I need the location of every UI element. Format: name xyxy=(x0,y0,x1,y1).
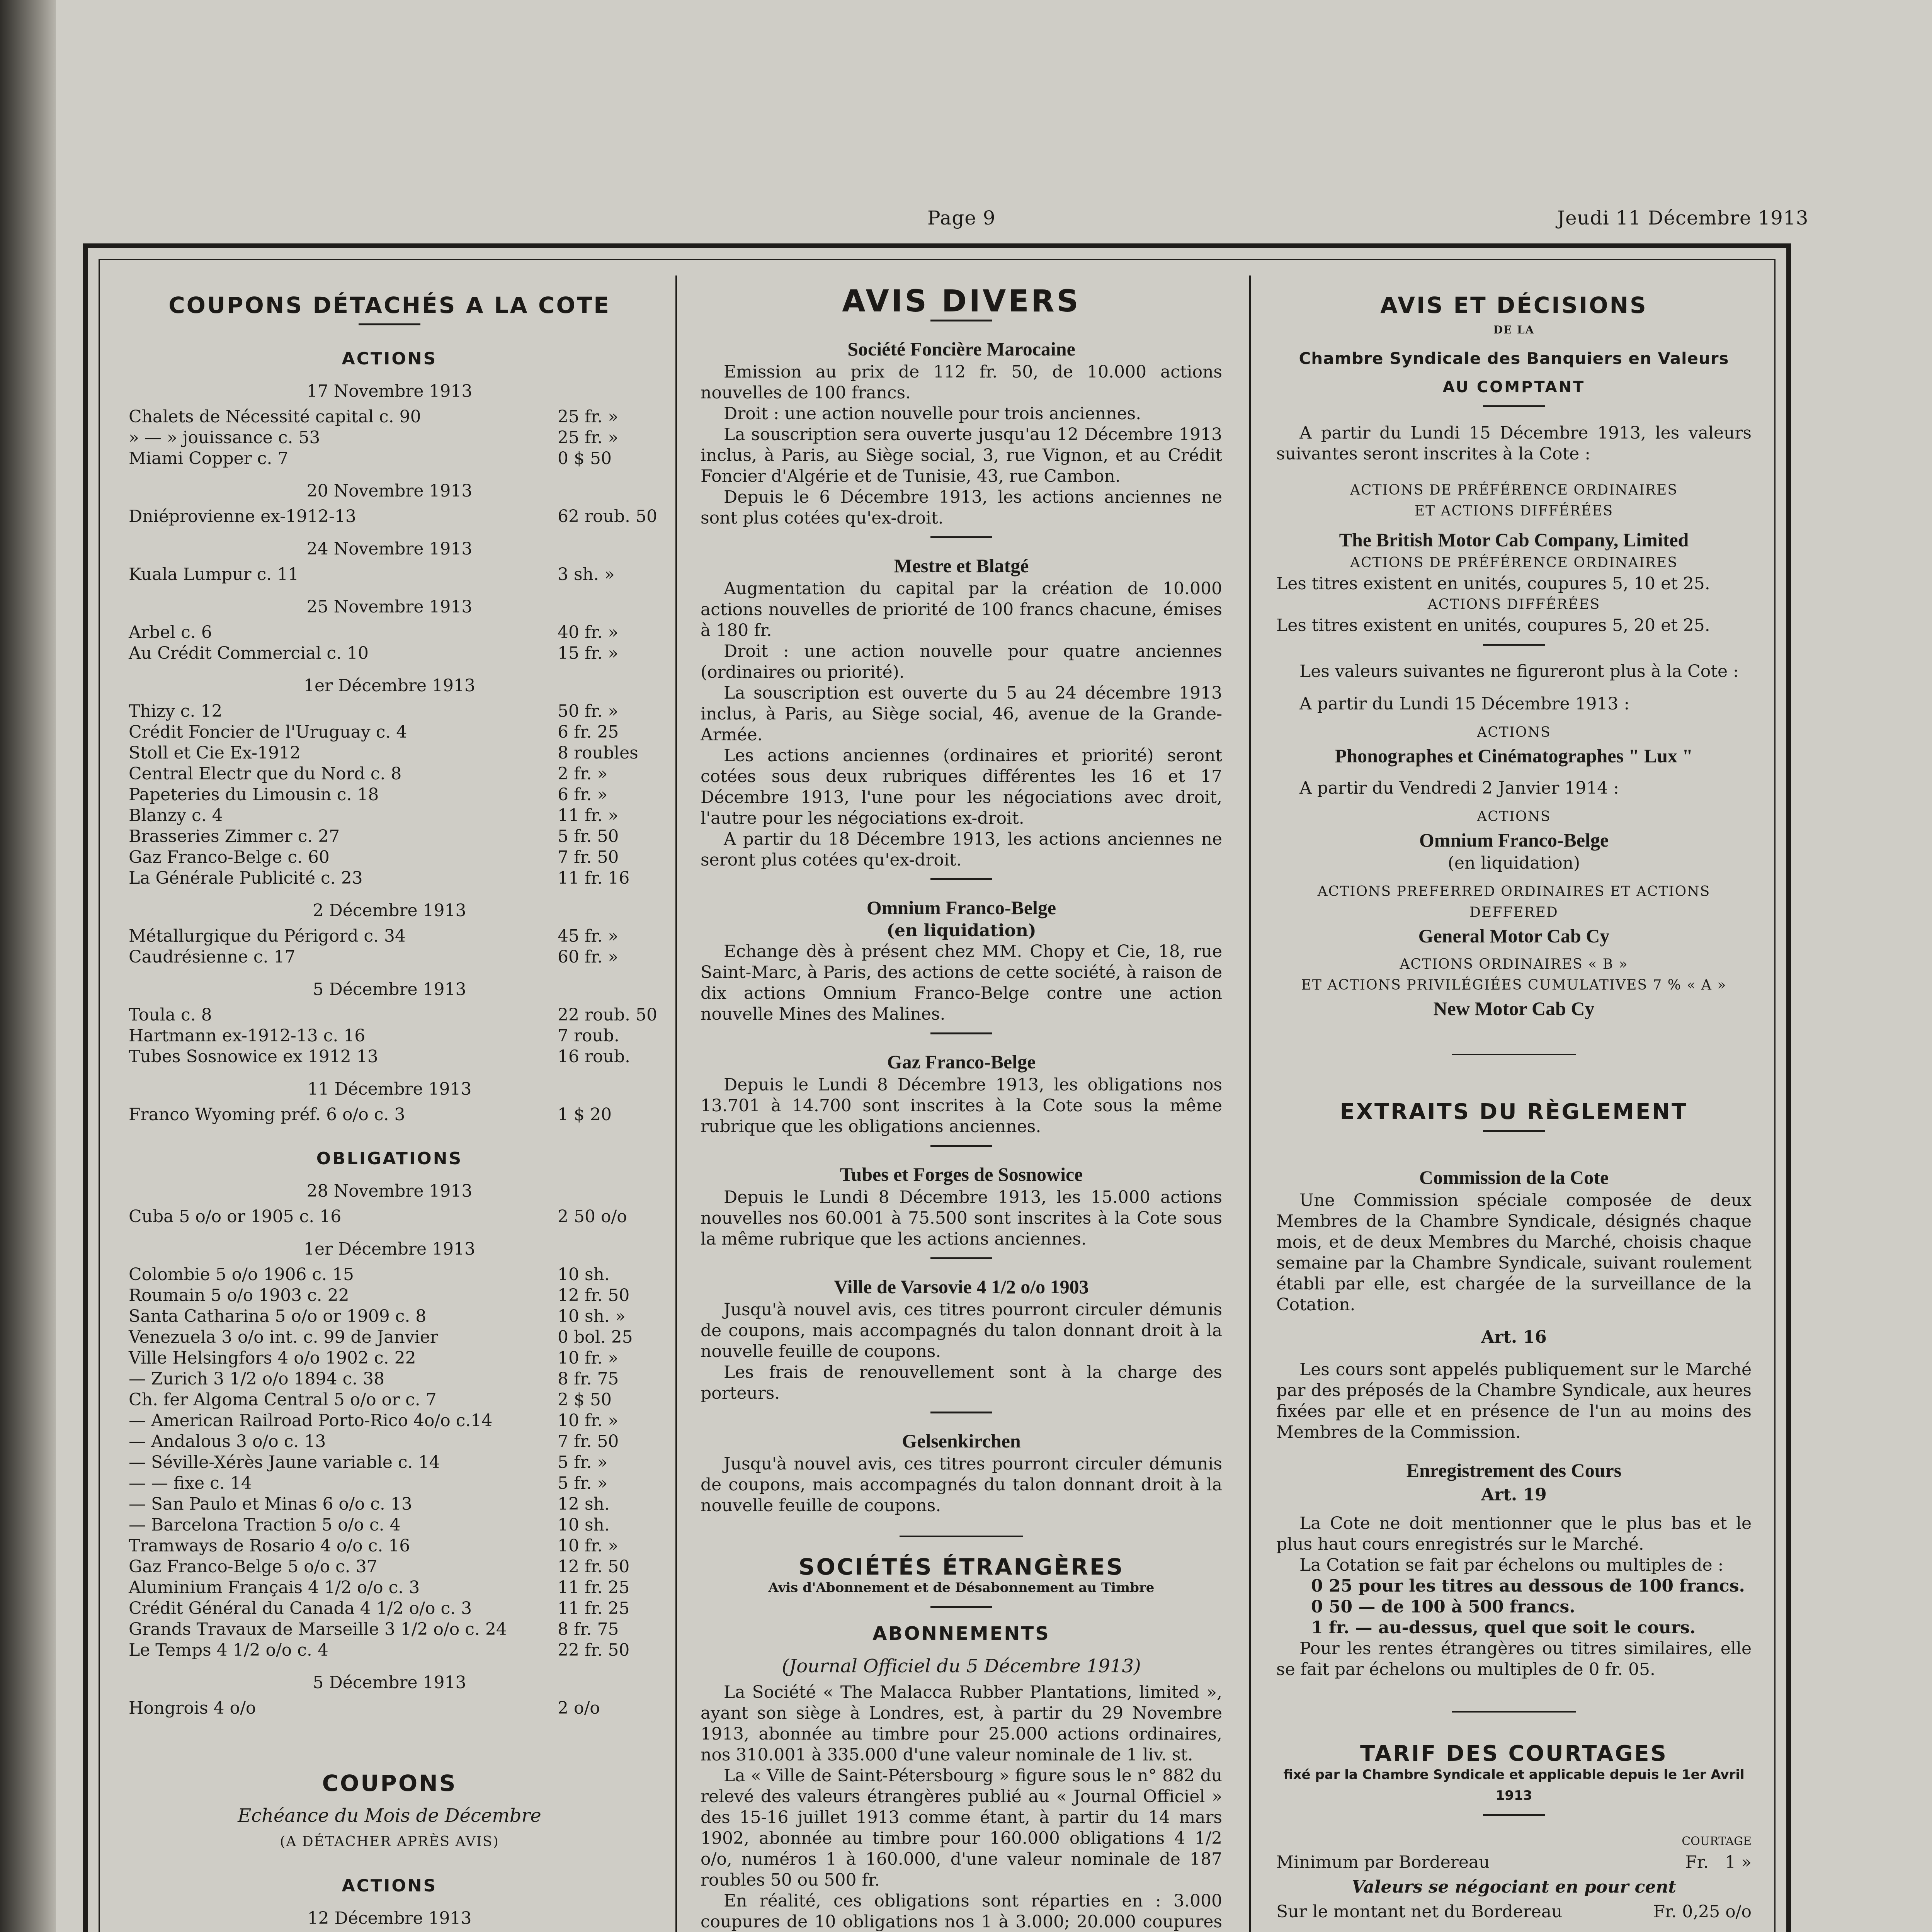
paragraph: Les cours sont appelés publiquement sur le Marché par des préposés de la Chambre Syndicale, aux heures fixées par elle et en présence de l'un au moins des Membres de la Commission. xyxy=(1276,1360,1752,1442)
paragraph: Une Commission spéciale composée de deux Membres de la Chambre Syndicale, désignés chaque mois, et de deux Membres du Marché, choisis chaque semaine par la Chambre Syndicale, suivant roulement établi par elle, est chargée de la surveillance de la Cotation. xyxy=(1276,1190,1752,1315)
coupon-list xyxy=(129,406,650,469)
notice-title: Société Foncière Marocaine xyxy=(847,338,1075,360)
coupon-label: — American Railroad Porto-Rico 4o/o c.14 xyxy=(129,1411,493,1430)
coupon-row xyxy=(129,427,650,448)
date-heading: 25 Novembre 1913 xyxy=(306,597,473,617)
coupon-label: Toula c. 8 xyxy=(129,1005,212,1025)
coupon-amount: 15 fr. » xyxy=(558,643,619,663)
coupon-amount: 3 sh. » xyxy=(558,565,615,584)
notice-body xyxy=(701,1075,1222,1137)
coupon-label: — Barcelona Traction 5 o/o c. 4 xyxy=(129,1515,401,1535)
coupons-column xyxy=(129,276,657,1932)
societes-etrangeres-title: SOCIÉTÉS ÉTRANGÈRES xyxy=(798,1554,1124,1580)
category-label: ET ACTIONS PRIVILÉGIÉES CUMULATIVES 7 % « A » xyxy=(1301,977,1727,993)
paragraph: La « Ville de Saint-Pétersbourg » figure sous le n° 882 du relevé des valeurs étrangères publié au « Journal Officiel » des 15-16 juillet 1913 comme étant, à partir du 14 mars 1902, abonnée au timbre pour 160.000 obligations 4 1/2 o/o, numéros 1 à 160.000, d'une valeur nominale de 187 roubles 50 ou 500 fr. xyxy=(701,1766,1222,1890)
paragraph: Depuis le 6 Décembre 1913, les actions anciennes ne sont plus cotées qu'ex-droit. xyxy=(701,487,1222,528)
date-heading: 12 Décembre 1913 xyxy=(307,1908,472,1928)
paragraph: Droit : une action nouvelle pour trois anciennes. xyxy=(724,404,1141,423)
coupon-row xyxy=(129,1005,657,1026)
coupon-label: Central Electr que du Nord c. 8 xyxy=(129,764,402,784)
coupon-amount: 22 fr. 50 xyxy=(558,1640,630,1660)
paragraph: La Société « The Malacca Rubber Plantations, limited », ayant son siège à Londres, est, à partir du 29 Novembre 1913, abonnée au timbre pour 25.000 actions ordinaires, nos 310.001 à 335.000 d'une valeur nominale de 1 liv. st. xyxy=(701,1682,1222,1765)
journal-reference: (Journal Officiel du 5 Décembre 1913) xyxy=(782,1655,1141,1677)
coupon-amount: 1 $ 20 xyxy=(558,1105,612,1124)
coupon-label: — Andalous 3 o/o c. 13 xyxy=(129,1432,326,1451)
coupon-list xyxy=(129,1005,657,1067)
paragraph: Les actions anciennes (ordinaires et priorité) seront cotées sous deux rubriques différentes les 16 et 17 Décembre 1913, l'une pour les négociations avec droit, l'autre pour les négociations ex-droit. xyxy=(701,746,1222,828)
tarif-subheading: Valeurs se négociant en pour cent xyxy=(1352,1877,1676,1897)
coupon-amount: 40 fr. » xyxy=(558,622,619,642)
coupon-label: Miami Copper c. 7 xyxy=(129,449,289,468)
coupon-amount: 2 o/o xyxy=(558,1698,600,1718)
coupon-row xyxy=(129,1389,650,1410)
coupon-list xyxy=(129,701,650,889)
category-label: ACTIONS DE PRÉFÉRENCE ORDINAIRES xyxy=(1350,555,1678,571)
coupon-row xyxy=(129,764,650,784)
content-frame xyxy=(83,243,1791,1932)
coupon-row xyxy=(129,1046,650,1067)
coupon-row xyxy=(129,643,650,664)
coupon-row xyxy=(129,448,650,469)
company-name: General Motor Cab Cy xyxy=(1418,925,1610,947)
coupon-label: Au Crédit Commercial c. 10 xyxy=(129,643,369,663)
coupon-row xyxy=(129,1536,650,1556)
date-heading: 1er Décembre 1913 xyxy=(304,1239,475,1259)
paragraph: Les titres existent en unités, coupures 5, 20 et 25. xyxy=(1276,616,1710,635)
chambre-syndicale-heading: Chambre Syndicale des Banquiers en Valeurs xyxy=(1299,349,1729,368)
echelon-item: 0 50 — de 100 à 500 francs. xyxy=(1311,1597,1575,1617)
coupon-row xyxy=(129,1348,650,1369)
extraits-reglement-title: EXTRAITS DU RÈGLEMENT xyxy=(1340,1099,1688,1124)
courtage-column-head: COURTAGE xyxy=(1682,1835,1752,1848)
coupon-row xyxy=(129,1619,650,1640)
date-heading: 20 Novembre 1913 xyxy=(306,481,473,501)
coupon-label: Kuala Lumpur c. 11 xyxy=(129,565,299,584)
coupon-amount: 50 fr. » xyxy=(558,701,619,721)
coupon-amount: 62 roub. 50 xyxy=(558,507,657,526)
notice-title: Gaz Franco-Belge xyxy=(887,1051,1036,1073)
company-name: Phonographes et Cinématographes " Lux " xyxy=(1335,745,1693,767)
coupon-label: Aluminium Français 4 1/2 o/o c. 3 xyxy=(129,1578,420,1597)
coupon-list xyxy=(129,622,650,664)
actions-heading: ACTIONS xyxy=(342,1876,437,1896)
coupon-row xyxy=(129,506,657,527)
coupon-label: — Zurich 3 1/2 o/o 1894 c. 38 xyxy=(129,1369,385,1389)
date-heading: 11 Décembre 1913 xyxy=(307,1079,472,1099)
coupon-amount: 45 fr. » xyxy=(558,926,619,946)
coupon-list xyxy=(129,506,657,527)
coupon-row xyxy=(129,1206,650,1227)
coupons-title: COUPONS xyxy=(322,1770,457,1796)
paragraph: Les valeurs suivantes ne figureront plus à la Cote : xyxy=(1299,662,1739,681)
coupon-label: Crédit Général du Canada 4 1/2 o/o c. 3 xyxy=(129,1599,472,1618)
paragraph: Depuis le Lundi 8 Décembre 1913, les 15.000 actions nouvelles nos 60.001 à 75.500 sont inscrites à la Cote sous la même rubrique que les actions anciennes. xyxy=(701,1187,1222,1249)
coupon-row xyxy=(129,1026,650,1046)
paragraph: A partir du Lundi 15 Décembre 1913, les valeurs suivantes seront inscrites à la Cote : xyxy=(1276,423,1752,464)
coupon-amount: 2 fr. » xyxy=(558,764,608,784)
coupon-label: » — » jouissance c. 53 xyxy=(129,428,320,447)
category-label: ACTIONS ORDINAIRES « B » xyxy=(1400,956,1628,972)
notice-body xyxy=(701,1187,1222,1250)
coupon-label: Caudrésienne c. 17 xyxy=(129,947,296,967)
coupons-subtitle: Echéance du Mois de Décembre xyxy=(238,1805,541,1827)
coupon-list xyxy=(129,1104,650,1125)
coupon-label: Santa Catharina 5 o/o or 1909 c. 8 xyxy=(129,1306,427,1326)
coupon-label: Crédit Foncier de l'Uruguay c. 4 xyxy=(129,722,407,742)
coupon-label: Chalets de Nécessité capital c. 90 xyxy=(129,407,421,427)
coupon-row xyxy=(129,926,650,947)
rule-heading: Enregistrement des Cours xyxy=(1406,1459,1622,1481)
category-label: ACTIONS DE PRÉFÉRENCE ORDINAIRES xyxy=(1350,482,1678,498)
binding-gutter xyxy=(0,0,56,1932)
coupon-amount: 2 50 o/o xyxy=(558,1207,627,1226)
coupon-row xyxy=(129,1640,650,1661)
coupon-amount: 7 fr. 50 xyxy=(558,847,619,867)
avis-divers-title: AVIS DIVERS xyxy=(842,284,1081,319)
societes-etrangeres-subtitle: Avis d'Abonnement et de Désabonnement au Timbre xyxy=(768,1580,1155,1595)
coupon-amount: 7 roub. xyxy=(558,1026,619,1046)
coupon-label: Blanzy c. 4 xyxy=(129,806,223,825)
coupon-amount: 7 fr. 50 xyxy=(558,1432,619,1451)
coupon-row xyxy=(129,1452,650,1473)
tarif-row: Sur le montant net du Bordereau Fr. 0,25 o/o xyxy=(1276,1902,1752,1922)
coupon-row xyxy=(129,1285,650,1306)
coupon-amount: 10 sh. » xyxy=(558,1306,626,1326)
paragraph: La Cotation se fait par échelons ou multiples de : xyxy=(1299,1555,1724,1575)
coupons-detaches-title: COUPONS DÉTACHÉS A LA COTE xyxy=(168,292,611,318)
notice-title: Mestre et Blatgé xyxy=(894,555,1029,577)
coupon-row xyxy=(129,1410,650,1431)
coupon-amount: 12 sh. xyxy=(558,1494,610,1514)
coupon-amount: 11 fr. 25 xyxy=(558,1599,630,1618)
notice-body xyxy=(701,941,1222,1025)
tarif-row: Minimum par Bordereau Fr. 1 » xyxy=(1276,1852,1752,1872)
notice-body xyxy=(701,1299,1222,1404)
coupon-label: Papeteries du Limousin c. 18 xyxy=(129,785,379,804)
coupon-amount: 25 fr. » xyxy=(558,428,619,447)
coupon-amount: 6 fr. 25 xyxy=(558,722,619,742)
coupon-amount: 2 $ 50 xyxy=(558,1390,612,1410)
paragraph: Echange dès à présent chez MM. Chopy et Cie, 18, rue Saint-Marc, à Paris, des actions de cette société, à raison de dix actions Omnium Franco-Belge contre une action nouvelle Mines des Malines. xyxy=(701,942,1222,1024)
paragraph: Emission au prix de 112 fr. 50, de 10.000 actions nouvelles de 100 francs. xyxy=(701,362,1222,403)
notice-title: Omnium Franco-Belge xyxy=(866,897,1056,918)
paragraph: En réalité, ces obligations sont réparties en : 3.000 coupures de 10 obligations nos 1 à 3.000; 20.000 coupures xyxy=(701,1891,1222,1932)
date-heading: 28 Novembre 1913 xyxy=(306,1181,473,1201)
abonnements-heading: ABONNEMENTS xyxy=(872,1623,1050,1645)
coupon-amount: 8 fr. 75 xyxy=(558,1369,619,1389)
coupon-amount: 12 fr. 50 xyxy=(558,1286,630,1305)
coupon-label: — — fixe c. 14 xyxy=(129,1473,252,1493)
paragraph: La souscription est ouverte du 5 au 24 décembre 1913 inclus, à Paris, au Siège social, 46, avenue de la Grande-Armée. xyxy=(701,683,1222,745)
coupon-label: — Séville-Xérès Jaune variable c. 14 xyxy=(129,1452,440,1472)
echelon-item: 1 fr. — au-dessus, quel que soit le cours. xyxy=(1311,1618,1696,1638)
date-heading: 17 Novembre 1913 xyxy=(306,381,473,401)
coupon-label: Brasseries Zimmer c. 27 xyxy=(129,827,340,846)
notice-body xyxy=(701,362,1222,529)
notice-title: Tubes et Forges de Sosnowice xyxy=(840,1163,1083,1185)
coupon-row xyxy=(129,784,650,805)
coupon-label: Franco Wyoming préf. 6 o/o c. 3 xyxy=(129,1105,405,1124)
liquidation-note: (en liquidation) xyxy=(1447,853,1580,873)
coupon-label: Ch. fer Algoma Central 5 o/o or c. 7 xyxy=(129,1390,437,1410)
coupon-row xyxy=(129,406,650,427)
coupon-label: Métallurgique du Périgord c. 34 xyxy=(129,926,406,946)
coupon-amount: 5 fr. » xyxy=(558,1452,608,1472)
coupon-amount: 10 sh. xyxy=(558,1515,610,1535)
coupon-label: Stoll et Cie Ex-1912 xyxy=(129,743,301,763)
category-label: ACTIONS xyxy=(1477,809,1551,825)
coupon-label: Hongrois 4 o/o xyxy=(129,1698,256,1718)
coupon-label: Hartmann ex-1912-13 c. 16 xyxy=(129,1026,366,1046)
au-comptant-heading: AU COMPTANT xyxy=(1442,378,1585,396)
obligations-heading: OBLIGATIONS xyxy=(316,1149,463,1168)
actions-heading: ACTIONS xyxy=(342,349,437,369)
paragraph: A partir du Vendredi 2 Janvier 1914 : xyxy=(1299,778,1619,798)
notice-body xyxy=(701,578,1222,871)
coupon-row xyxy=(129,1104,650,1125)
notice-title: Gelsenkirchen xyxy=(902,1430,1021,1452)
coupon-row xyxy=(129,868,650,889)
coupons-note: (A DÉTACHER APRÈS AVIS) xyxy=(280,1834,499,1850)
coupon-row xyxy=(129,947,650,968)
coupon-row xyxy=(129,701,650,722)
date-heading: 24 Novembre 1913 xyxy=(306,539,473,559)
coupon-list xyxy=(129,1698,650,1719)
coupon-label: Tramways de Rosario 4 o/o c. 16 xyxy=(129,1536,410,1556)
coupon-label: Arbel c. 6 xyxy=(129,622,212,642)
coupon-amount: 25 fr. » xyxy=(558,407,619,427)
coupon-label: Dniéprovienne ex-1912-13 xyxy=(129,507,356,526)
coupon-amount: 11 fr. » xyxy=(558,806,619,825)
paragraph: Pour les rentes étrangères ou titres similaires, elle se fait par échelons ou multiples de 0 fr. 05. xyxy=(1276,1639,1752,1679)
coupon-label: La Générale Publicité c. 23 xyxy=(129,868,363,888)
coupon-amount: 5 fr. » xyxy=(558,1473,608,1493)
coupon-amount: 12 fr. 50 xyxy=(558,1557,630,1577)
coupon-row xyxy=(129,1327,650,1348)
coupon-amount: 6 fr. » xyxy=(558,785,608,804)
coupon-amount: 22 roub. 50 xyxy=(558,1005,657,1025)
article-number: Art. 16 xyxy=(1481,1327,1547,1347)
coupon-amount: 8 fr. 75 xyxy=(558,1619,619,1639)
coupon-amount: 8 roubles xyxy=(558,743,638,763)
coupon-list xyxy=(129,1206,650,1227)
paragraph: La souscription sera ouverte jusqu'au 12 Décembre 1913 inclus, à Paris, au Siège social, 3, rue Vignon, et au Crédit Foncier d'Algérie et de Tunisie, 43, rue Cambon. xyxy=(701,425,1222,486)
avis-decisions-title: AVIS ET DÉCISIONS xyxy=(1380,292,1648,318)
paragraph: La Cote ne doit mentionner que le plus bas et le plus haut cours enregistrés sur le Marché. xyxy=(1276,1514,1752,1554)
coupon-label: Ville Helsingfors 4 o/o 1902 c. 22 xyxy=(129,1348,416,1368)
paragraph: Les titres existent en unités, coupures 5, 10 et 25. xyxy=(1276,574,1710,594)
echelon-item: 0 25 pour les titres au dessous de 100 francs. xyxy=(1311,1576,1745,1596)
coupon-row xyxy=(129,1369,650,1389)
coupon-label: Cuba 5 o/o or 1905 c. 16 xyxy=(129,1207,342,1226)
category-label: ACTIONS PREFERRED ORDINAIRES ET ACTIONS DEFFERED xyxy=(1317,884,1711,920)
coupon-list xyxy=(129,564,650,585)
paragraph: Augmentation du capital par la création de 10.000 actions nouvelles de priorité de 100 francs chacune, émises à 180 fr. xyxy=(701,579,1222,640)
page-number: Page 9 xyxy=(927,207,996,229)
coupon-row xyxy=(129,1494,650,1515)
coupon-label: Thizy c. 12 xyxy=(129,701,223,721)
coupon-label: — San Paulo et Minas 6 o/o c. 13 xyxy=(129,1494,412,1514)
coupon-label: Roumain 5 o/o 1903 c. 22 xyxy=(129,1286,349,1305)
coupon-label: Grands Travaux de Marseille 3 1/2 o/o c. 24 xyxy=(129,1619,507,1639)
coupon-list xyxy=(129,926,650,968)
date-heading: 5 Décembre 1913 xyxy=(313,1673,466,1692)
category-label: ET ACTIONS DIFFÉRÉES xyxy=(1414,503,1614,519)
coupon-label: Gaz Franco-Belge 5 o/o c. 37 xyxy=(129,1557,378,1577)
category-label: ACTIONS DIFFÉRÉES xyxy=(1427,597,1600,612)
date-heading: 2 Décembre 1913 xyxy=(313,901,466,920)
coupon-row xyxy=(129,826,650,847)
coupon-amount: 10 fr. » xyxy=(558,1348,619,1368)
coupon-amount: 10 sh. xyxy=(558,1265,610,1284)
paragraph: Les frais de renouvellement sont à la charge des porteurs. xyxy=(701,1362,1222,1403)
company-name: The British Motor Cab Company, Limited xyxy=(1339,529,1689,551)
coupon-amount: 10 fr. » xyxy=(558,1536,619,1556)
tarif-courtages-title: TARIF DES COURTAGES xyxy=(1360,1741,1668,1766)
tarif-subtitle: fixé par la Chambre Syndicale et applicable depuis le 1er Avril 1913 xyxy=(1283,1767,1745,1803)
coupon-list xyxy=(129,1264,650,1661)
paragraph: A partir du 18 Décembre 1913, les actions anciennes ne seront plus cotées qu'ex-droit. xyxy=(701,829,1222,870)
column-divider xyxy=(675,276,677,1932)
date-heading: 1er Décembre 1913 xyxy=(304,676,475,696)
coupon-row xyxy=(129,1431,650,1452)
coupon-row xyxy=(129,564,650,585)
echelons-list xyxy=(1276,1576,1752,1638)
coupon-amount: 5 fr. 50 xyxy=(558,827,619,846)
coupon-amount: 60 fr. » xyxy=(558,947,619,967)
de-la: DE LA xyxy=(1493,323,1535,336)
coupon-amount: 16 roub. xyxy=(558,1047,630,1066)
coupon-amount: 0 bol. 25 xyxy=(558,1327,633,1347)
coupon-row xyxy=(129,1473,650,1494)
column-divider xyxy=(1249,276,1251,1932)
coupon-row xyxy=(129,1264,650,1285)
notice-body xyxy=(701,1454,1222,1516)
category-label: ACTIONS xyxy=(1477,724,1551,740)
coupon-row xyxy=(129,1577,650,1598)
coupon-row xyxy=(129,1306,650,1327)
coupon-amount: 10 fr. » xyxy=(558,1411,619,1430)
coupon-amount: 11 fr. 16 xyxy=(558,868,630,888)
issue-date: Jeudi 11 Décembre 1913 xyxy=(1557,207,1809,229)
date-heading: 5 Décembre 1913 xyxy=(313,980,466,999)
coupon-label: Le Temps 4 1/2 o/o c. 4 xyxy=(129,1640,328,1660)
paragraph: Jusqu'à nouvel avis, ces titres pourront circuler démunis de coupons, mais accompagnés du talon donnant droit à la nouvelle feuille de coupons. xyxy=(701,1454,1222,1515)
coupon-amount: 11 fr. 25 xyxy=(558,1578,630,1597)
paragraph: A partir du Lundi 15 Décembre 1913 : xyxy=(1299,694,1630,714)
article-number: Art. 19 xyxy=(1481,1485,1547,1505)
coupon-label: Colombie 5 o/o 1906 c. 15 xyxy=(129,1265,354,1284)
coupon-amount: 0 $ 50 xyxy=(558,449,612,468)
coupon-row xyxy=(129,1515,650,1536)
company-name: New Motor Cab Cy xyxy=(1433,998,1595,1019)
coupon-row xyxy=(129,1698,650,1719)
coupon-row xyxy=(129,847,650,868)
notice-body xyxy=(701,1682,1222,1932)
paragraph: Droit : une action nouvelle pour quatre anciennes (ordinaires ou priorité). xyxy=(701,641,1222,682)
company-name: Omnium Franco-Belge xyxy=(1419,829,1609,851)
paragraph: Jusqu'à nouvel avis, ces titres pourront circuler démunis de coupons, mais accompagnés du talon donnant droit à la nouvelle feuille de coupons. xyxy=(701,1300,1222,1361)
paragraph: Depuis le Lundi 8 Décembre 1913, les obligations nos 13.701 à 14.700 sont inscrites à la Cote sous la même rubrique que les obligations anciennes. xyxy=(701,1075,1222,1136)
coupon-row xyxy=(129,743,650,764)
notice-title: Ville de Varsovie 4 1/2 o/o 1903 xyxy=(834,1276,1089,1298)
avis-divers-column xyxy=(701,276,1222,1932)
coupon-row xyxy=(129,805,650,826)
coupon-label: Gaz Franco-Belge c. 60 xyxy=(129,847,330,867)
coupon-label: Venezuela 3 o/o int. c. 99 de Janvier xyxy=(129,1327,438,1347)
chambre-syndicale-column xyxy=(1276,276,1752,1932)
coupon-row xyxy=(129,622,650,643)
coupon-row xyxy=(129,722,650,743)
coupon-label: Tubes Sosnowice ex 1912 13 xyxy=(129,1047,378,1066)
notice-subtitle: (en liquidation) xyxy=(886,921,1036,940)
coupon-row xyxy=(129,1556,650,1577)
rule-heading: Commission de la Cote xyxy=(1419,1167,1609,1188)
coupon-row xyxy=(129,1598,650,1619)
